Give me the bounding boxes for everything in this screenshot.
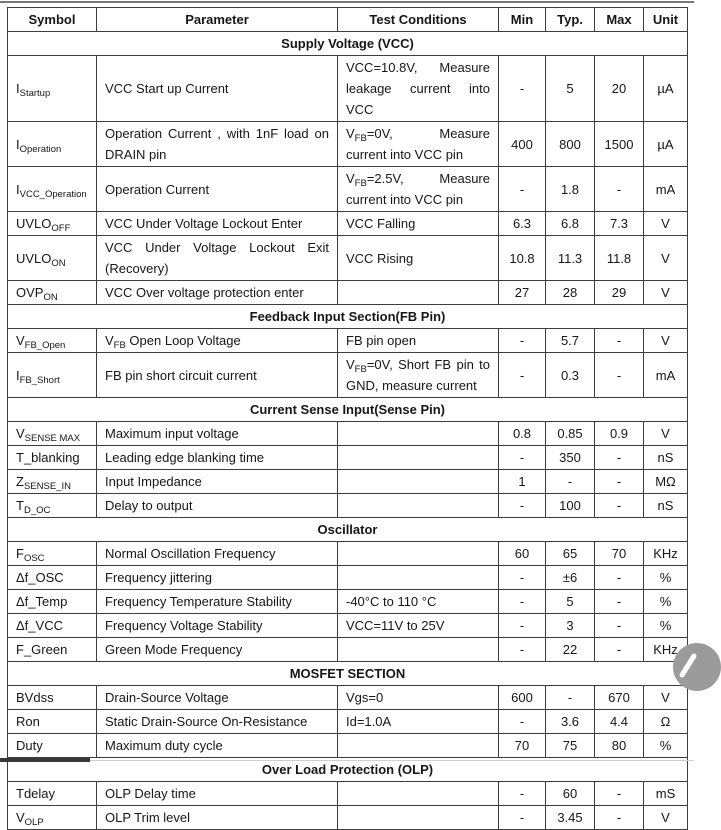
cell-test-conditions bbox=[338, 281, 499, 305]
cell-test-conditions bbox=[338, 782, 499, 806]
cell-parameter: Maximum duty cycle bbox=[97, 734, 338, 758]
cell-parameter: FB pin short circuit current bbox=[97, 353, 338, 398]
cell-unit: V bbox=[644, 422, 688, 446]
cell-test-conditions: $V_{FB}=2.5V$, Measure current into VCC pin bbox=[338, 167, 499, 212]
table-row bbox=[8, 494, 688, 518]
cell-max: - bbox=[595, 782, 644, 806]
cell-unit: µA bbox=[644, 122, 688, 167]
cell-symbol: $I_{FB\_Short}$ bbox=[8, 353, 97, 398]
cell-typ: 75 bbox=[546, 734, 595, 758]
cell-unit: KHz bbox=[644, 542, 688, 566]
section-row bbox=[8, 398, 688, 422]
cell-parameter: Static Drain-Source On-Resistance bbox=[97, 710, 338, 734]
cell-test-conditions: VCC=11V to 25V bbox=[338, 614, 499, 638]
cell-parameter: VCC Under Voltage Lockout Enter bbox=[97, 212, 338, 236]
cell-min: - bbox=[499, 353, 546, 398]
cell-test-conditions: $V_{FB}=0V$, Short FB pin to GND, measure current bbox=[338, 353, 499, 398]
cell-symbol: $I_{Operation}$ bbox=[8, 122, 97, 167]
cell-test-conditions bbox=[338, 470, 499, 494]
cell-max: - bbox=[595, 806, 644, 830]
cell-typ: 6.8 bbox=[546, 212, 595, 236]
section-header: MOSFET SECTION bbox=[8, 662, 688, 686]
table-header-row bbox=[8, 8, 688, 32]
cell-parameter: Green Mode Frequency bbox=[97, 638, 338, 662]
cell-typ: 3.45 bbox=[546, 806, 595, 830]
cell-max: - bbox=[595, 590, 644, 614]
cell-min: - bbox=[499, 167, 546, 212]
cell-symbol: T_blanking bbox=[8, 446, 97, 470]
cell-min: 1 bbox=[499, 470, 546, 494]
section-header: Oscillator bbox=[8, 518, 688, 542]
col-header-unit: Unit bbox=[644, 8, 688, 32]
cell-parameter: $V_{FB}$ Open Loop Voltage bbox=[97, 329, 338, 353]
cell-max: 7.3 bbox=[595, 212, 644, 236]
cell-typ: 100 bbox=[546, 494, 595, 518]
cell-max: 70 bbox=[595, 542, 644, 566]
cell-max: 4.4 bbox=[595, 710, 644, 734]
bottom-divider bbox=[0, 760, 694, 761]
cell-symbol: Δf_VCC bbox=[8, 614, 97, 638]
cell-typ: 22 bbox=[546, 638, 595, 662]
cell-parameter: Operation Current , with 1nF load on DRAIN pin bbox=[97, 122, 338, 167]
cell-unit: V bbox=[644, 212, 688, 236]
cell-typ: - bbox=[546, 470, 595, 494]
table-row bbox=[8, 281, 688, 305]
cell-test-conditions: VCC Falling bbox=[338, 212, 499, 236]
cell-max: 11.8 bbox=[595, 236, 644, 281]
cell-symbol: $V_{SENSE MAX}$ bbox=[8, 422, 97, 446]
cell-min: - bbox=[499, 56, 546, 122]
cell-unit: nS bbox=[644, 446, 688, 470]
cell-test-conditions: FB pin open bbox=[338, 329, 499, 353]
cell-parameter: OLP Trim level bbox=[97, 806, 338, 830]
cell-parameter: Operation Current bbox=[97, 167, 338, 212]
cell-unit: V bbox=[644, 329, 688, 353]
cell-min: - bbox=[499, 710, 546, 734]
cell-min: 70 bbox=[499, 734, 546, 758]
cell-min: - bbox=[499, 329, 546, 353]
cell-test-conditions bbox=[338, 542, 499, 566]
cell-test-conditions: $V_{FB}=0V$, Measure current into VCC pin bbox=[338, 122, 499, 167]
cell-parameter: Frequency jittering bbox=[97, 566, 338, 590]
cell-test-conditions bbox=[338, 422, 499, 446]
cell-max: - bbox=[595, 167, 644, 212]
cell-symbol: $I_{Startup}$ bbox=[8, 56, 97, 122]
cell-max: 0.9 bbox=[595, 422, 644, 446]
table-row bbox=[8, 566, 688, 590]
cell-min: 600 bbox=[499, 686, 546, 710]
cell-typ: 800 bbox=[546, 122, 595, 167]
cell-test-conditions: Id=1.0A bbox=[338, 710, 499, 734]
cell-test-conditions bbox=[338, 494, 499, 518]
cell-symbol: $UVLO_{ON}$ bbox=[8, 236, 97, 281]
table-row bbox=[8, 56, 688, 122]
col-header-parameter: Parameter bbox=[97, 8, 338, 32]
table-row bbox=[8, 167, 688, 212]
cell-test-conditions: VCC=10.8V, Measure leakage current into VCC bbox=[338, 56, 499, 122]
cell-test-conditions: -40°C to 110 °C bbox=[338, 590, 499, 614]
cell-min: 10.8 bbox=[499, 236, 546, 281]
col-header-max: Max bbox=[595, 8, 644, 32]
cell-parameter: Drain-Source Voltage bbox=[97, 686, 338, 710]
cell-test-conditions bbox=[338, 566, 499, 590]
top-divider bbox=[0, 1, 694, 3]
cell-unit: MΩ bbox=[644, 470, 688, 494]
cell-parameter: Delay to output bbox=[97, 494, 338, 518]
table-row bbox=[8, 446, 688, 470]
table-row bbox=[8, 236, 688, 281]
cell-max: - bbox=[595, 470, 644, 494]
table-row bbox=[8, 782, 688, 806]
cell-parameter: Leading edge blanking time bbox=[97, 446, 338, 470]
section-row bbox=[8, 758, 688, 782]
section-row bbox=[8, 662, 688, 686]
cell-typ: 0.85 bbox=[546, 422, 595, 446]
section-header: Supply Voltage (VCC) bbox=[8, 32, 688, 56]
cell-symbol: Duty bbox=[8, 734, 97, 758]
cell-unit: mA bbox=[644, 167, 688, 212]
cell-typ: 5 bbox=[546, 590, 595, 614]
cell-symbol: Δf_Temp bbox=[8, 590, 97, 614]
cell-min: 6.3 bbox=[499, 212, 546, 236]
table-row bbox=[8, 212, 688, 236]
table-row bbox=[8, 686, 688, 710]
cell-parameter: VCC Over voltage protection enter bbox=[97, 281, 338, 305]
cell-typ: 3 bbox=[546, 614, 595, 638]
floating-action-button[interactable] bbox=[673, 643, 721, 691]
table-row bbox=[8, 734, 688, 758]
cell-max: - bbox=[595, 446, 644, 470]
electrical-characteristics-table bbox=[7, 7, 688, 830]
table-row bbox=[8, 710, 688, 734]
cell-max: - bbox=[595, 614, 644, 638]
cell-min: 27 bbox=[499, 281, 546, 305]
cell-symbol: BVdss bbox=[8, 686, 97, 710]
cell-min: 60 bbox=[499, 542, 546, 566]
cell-test-conditions bbox=[338, 806, 499, 830]
cell-symbol: $UVLO_{OFF}$ bbox=[8, 212, 97, 236]
cell-typ: 350 bbox=[546, 446, 595, 470]
table-row bbox=[8, 542, 688, 566]
cell-min: - bbox=[499, 806, 546, 830]
cell-parameter: VCC Under Voltage Lockout Exit (Recovery) bbox=[97, 236, 338, 281]
cell-max: - bbox=[595, 329, 644, 353]
cell-symbol: $V_{OLP}$ bbox=[8, 806, 97, 830]
cell-max: - bbox=[595, 566, 644, 590]
cell-typ: 1.8 bbox=[546, 167, 595, 212]
cell-symbol: $F_{OSC}$ bbox=[8, 542, 97, 566]
section-row bbox=[8, 518, 688, 542]
cell-max: 1500 bbox=[595, 122, 644, 167]
table-row bbox=[8, 614, 688, 638]
table-row bbox=[8, 122, 688, 167]
cell-symbol: $OVP_{ON}$ bbox=[8, 281, 97, 305]
cell-min: 400 bbox=[499, 122, 546, 167]
cell-unit: % bbox=[644, 734, 688, 758]
table-row bbox=[8, 638, 688, 662]
cell-min: - bbox=[499, 638, 546, 662]
cell-symbol: Tdelay bbox=[8, 782, 97, 806]
cell-symbol: F_Green bbox=[8, 638, 97, 662]
cell-max: - bbox=[595, 638, 644, 662]
cell-test-conditions bbox=[338, 446, 499, 470]
cell-unit: % bbox=[644, 614, 688, 638]
cell-min: - bbox=[499, 446, 546, 470]
cell-typ: ±6 bbox=[546, 566, 595, 590]
cell-symbol: $T_{D\_OC}$ bbox=[8, 494, 97, 518]
table-row bbox=[8, 353, 688, 398]
table-row bbox=[8, 329, 688, 353]
cell-min: - bbox=[499, 782, 546, 806]
cell-parameter: Input Impedance bbox=[97, 470, 338, 494]
chevron-up-icon bbox=[673, 643, 721, 691]
cell-typ: 5 bbox=[546, 56, 595, 122]
cell-typ: 5.7 bbox=[546, 329, 595, 353]
cell-unit: % bbox=[644, 590, 688, 614]
section-row bbox=[8, 305, 688, 329]
horizontal-scrollbar-thumb[interactable] bbox=[0, 758, 90, 762]
cell-symbol: Ron bbox=[8, 710, 97, 734]
cell-min: 0.8 bbox=[499, 422, 546, 446]
col-header-symbol: Symbol bbox=[8, 8, 97, 32]
cell-unit: % bbox=[644, 566, 688, 590]
cell-min: - bbox=[499, 494, 546, 518]
cell-typ: 28 bbox=[546, 281, 595, 305]
cell-test-conditions: VCC Rising bbox=[338, 236, 499, 281]
cell-unit: V bbox=[644, 236, 688, 281]
col-header-min: Min bbox=[499, 8, 546, 32]
cell-symbol: $Z_{SENSE\_IN}$ bbox=[8, 470, 97, 494]
cell-unit: KHz bbox=[644, 638, 688, 662]
cell-max: 670 bbox=[595, 686, 644, 710]
cell-max: - bbox=[595, 353, 644, 398]
section-header: Over Load Protection (OLP) bbox=[8, 758, 688, 782]
cell-min: - bbox=[499, 590, 546, 614]
cell-unit: V bbox=[644, 281, 688, 305]
cell-parameter: Frequency Temperature Stability bbox=[97, 590, 338, 614]
cell-typ: - bbox=[546, 686, 595, 710]
cell-min: - bbox=[499, 566, 546, 590]
cell-test-conditions bbox=[338, 734, 499, 758]
cell-parameter: Maximum input voltage bbox=[97, 422, 338, 446]
cell-typ: 11.3 bbox=[546, 236, 595, 281]
cell-symbol: $V_{FB\_Open}$ bbox=[8, 329, 97, 353]
cell-parameter: Normal Oscillation Frequency bbox=[97, 542, 338, 566]
table-row bbox=[8, 806, 688, 830]
section-row bbox=[8, 32, 688, 56]
cell-unit: Ω bbox=[644, 710, 688, 734]
table-row bbox=[8, 590, 688, 614]
cell-typ: 65 bbox=[546, 542, 595, 566]
cell-min: - bbox=[499, 614, 546, 638]
cell-max: - bbox=[595, 494, 644, 518]
table-row bbox=[8, 470, 688, 494]
col-header-test-conditions: Test Conditions bbox=[338, 8, 499, 32]
cell-typ: 0.3 bbox=[546, 353, 595, 398]
table-row bbox=[8, 422, 688, 446]
table-body bbox=[8, 32, 688, 830]
section-header: Current Sense Input(Sense Pin) bbox=[8, 398, 688, 422]
cell-unit: V bbox=[644, 806, 688, 830]
col-header-typ: Typ. bbox=[546, 8, 595, 32]
cell-symbol: Δf_OSC bbox=[8, 566, 97, 590]
cell-parameter: OLP Delay time bbox=[97, 782, 338, 806]
section-header: Feedback Input Section(FB Pin) bbox=[8, 305, 688, 329]
cell-unit: µA bbox=[644, 56, 688, 122]
cell-max: 80 bbox=[595, 734, 644, 758]
cell-unit: mS bbox=[644, 782, 688, 806]
cell-typ: 3.6 bbox=[546, 710, 595, 734]
cell-unit: mA bbox=[644, 353, 688, 398]
cell-max: 29 bbox=[595, 281, 644, 305]
cell-typ: 60 bbox=[546, 782, 595, 806]
cell-unit: nS bbox=[644, 494, 688, 518]
cell-parameter: Frequency Voltage Stability bbox=[97, 614, 338, 638]
cell-test-conditions bbox=[338, 638, 499, 662]
cell-test-conditions: Vgs=0 bbox=[338, 686, 499, 710]
cell-max: 20 bbox=[595, 56, 644, 122]
cell-unit: V bbox=[644, 686, 688, 710]
cell-symbol: $I_{VCC\_Operation}$ bbox=[8, 167, 97, 212]
cell-parameter: VCC Start up Current bbox=[97, 56, 338, 122]
